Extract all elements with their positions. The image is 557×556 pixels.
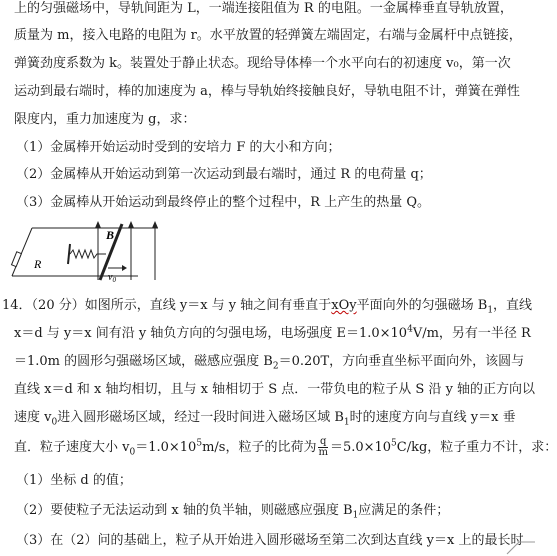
p14-l5-b: 进入圆形磁场区域，经过一段时间进入磁场区域 B	[57, 410, 344, 425]
p13-question-3: （3）金属棒从开始运动到最终停止的整个过程中，R 上产生的热量 Q。	[16, 195, 430, 210]
p13-line-3: 弹簧劲度系数为 k。装置处于静止状态。现给导体棒一个水平向右的初速度 v₀，第一次	[14, 56, 511, 71]
p14-l1-sub: 1	[487, 305, 494, 316]
p13-line-5: 限度内，重力加速度为 g，求：	[14, 112, 196, 127]
p14-l3-sub: 2	[272, 361, 279, 372]
corner-mark	[505, 540, 535, 556]
p14-l3-b: ＝0.20T，方向垂直坐标平面向外，该圆与	[278, 354, 525, 369]
p14-question-3: （3）在（2）问的基础上，粒子从开始进入圆形磁场至第二次到达直线 y＝x 上的最长时	[16, 533, 524, 548]
p14-l5-a: 速度 v	[14, 410, 52, 425]
p13-question-1: （1）金属棒开始运动时受到的安培力 F 的大小和方向；	[16, 140, 341, 155]
p14-line-1	[2, 297, 532, 315]
p14-l1-b: 平面向外的匀强磁场 B	[356, 298, 488, 313]
p14-q2-b: 应满足的条件；	[358, 503, 450, 518]
p14-l2-b: V/m，另有一半径 R	[412, 326, 531, 341]
p14-l6-d: ＝5.0×10	[329, 440, 392, 455]
fraction-denominator: m	[318, 447, 328, 458]
p13-question-2: （2）金属棒从开始运动到第一次运动到最右端时，通过 R 的电荷量 q；	[16, 167, 432, 182]
p14-l6-sup: 5	[196, 438, 203, 449]
charge-mass-fraction	[318, 437, 327, 458]
p13-line-4: 运动到最右端时，棒的加速度为 a，棒与导轨始终接触良好，导轨电阻不计，弹簧在弹性	[14, 84, 520, 99]
label-v0: $v_0$	[108, 272, 116, 284]
p14-l6-a: 直．粒子速度大小 v	[14, 440, 130, 455]
label-b: B	[106, 228, 115, 242]
p14-l5-sub0: 0	[51, 417, 58, 428]
p14-line-2	[14, 325, 531, 343]
p14-l3-a: ＝1.0m 的圆形匀强磁场区域，磁感应强度 B	[14, 354, 273, 369]
rail-spring-figure	[10, 220, 170, 284]
p14-line-5	[14, 409, 516, 427]
label-r: R	[34, 257, 42, 271]
p14-l5-sub1: 1	[343, 417, 350, 428]
p14-l6-b: ＝1.0×10	[135, 440, 197, 455]
p14-l6-sub: 0	[129, 447, 136, 458]
p14-q2-sub: 1	[352, 510, 359, 521]
p14-question-2	[16, 502, 449, 520]
p14-l6-e: C/kg，粒子重力不计，求：	[396, 440, 557, 455]
p14-question-1: （1）坐标 d 的值；	[16, 473, 132, 488]
p14-l5-c: 时的速度方向与直线 y＝x 垂	[349, 410, 516, 425]
p14-l6-c: m/s，粒子的比荷为	[202, 440, 317, 455]
p14-q2-a: （2）要使粒子无法运动到 x 轴的负半轴，则磁感应强度 B	[16, 503, 353, 518]
p14-l1-a: 14．（20 分）如图所示，直线 y＝x 与 y 轴之间有垂直于	[2, 298, 332, 313]
p14-xoy-wavy: xOy	[331, 298, 357, 313]
p13-line-2: 质量为 m，接入电路的电阻为 r。水平放置的轻弹簧左端固定，右端与金属杆中点链接，	[14, 28, 522, 43]
p14-line-6	[14, 437, 557, 458]
p14-l2-a: x＝d 与 y＝x 间有沿 y 轴负方向的匀强电场，电场强度 E＝1.0×10	[14, 326, 408, 341]
fraction-numerator: q	[319, 436, 327, 447]
p14-l1-c: ，直线	[493, 298, 533, 313]
p14-line-3	[14, 353, 524, 371]
p14-l2-sup: 4	[407, 324, 413, 335]
p14-line-4: 直线 x＝d 和 x 轴均相切，且与 x 轴相切于 S 点．一带负电的粒子从 S 沿 y 轴的正方向以	[14, 382, 536, 397]
p13-line-1: 上的匀强磁场中，导轨间距为 L，一端连接阻值为 R 的电阻。一金属棒垂直导轨放置，	[14, 1, 513, 16]
p14-l6-sup2: 5	[391, 438, 397, 449]
